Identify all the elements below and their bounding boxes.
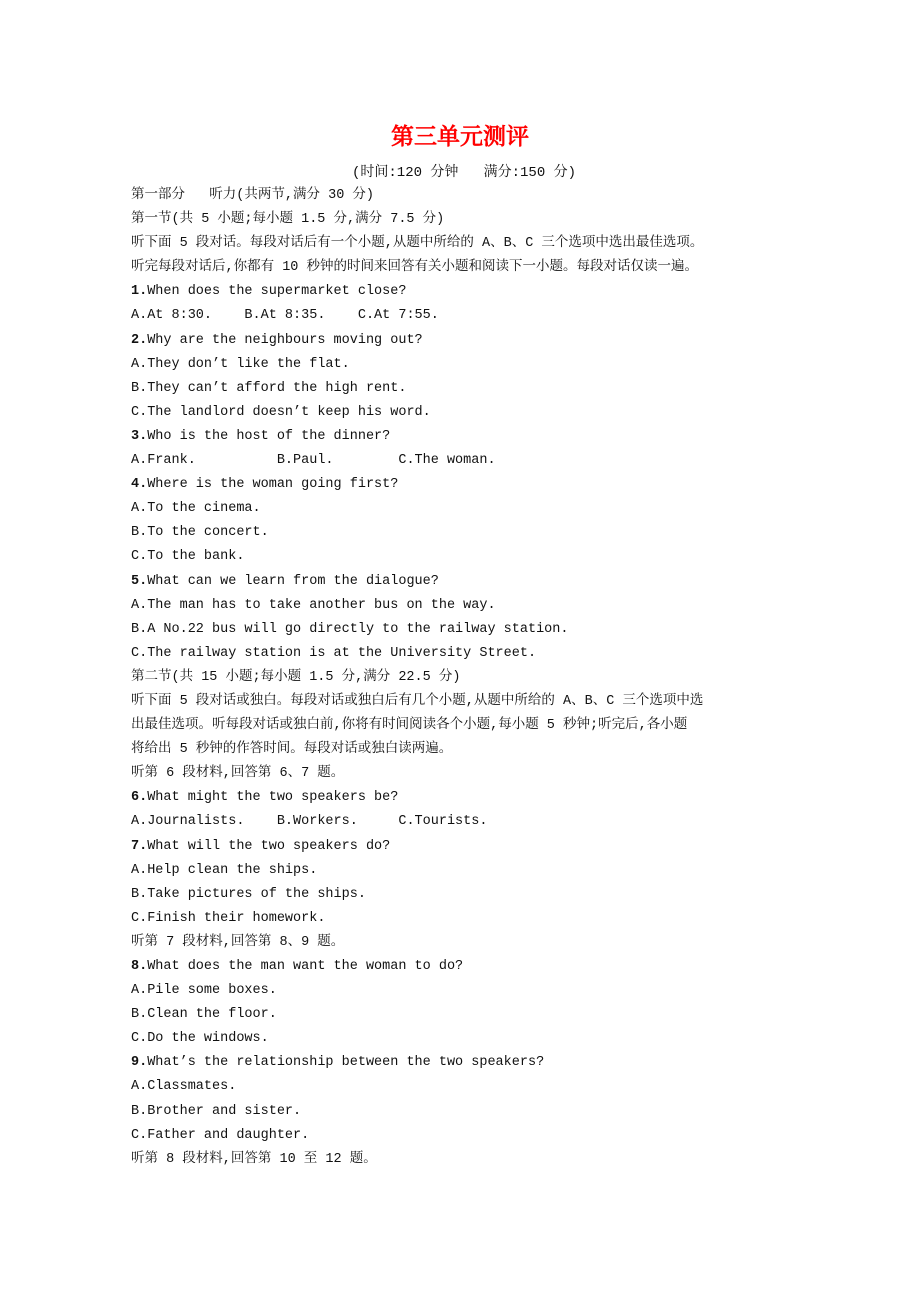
- text-line: [131, 449, 811, 473]
- text-line: [131, 666, 811, 690]
- question-line: [131, 570, 811, 594]
- line-text: What’s the relationship between the two speakers?: [147, 1055, 545, 1071]
- text-line: [131, 1124, 811, 1148]
- text-line: [131, 642, 811, 666]
- text-line: [131, 545, 811, 569]
- page-title: 第三单元测评: [391, 124, 529, 150]
- text-line: [131, 690, 811, 714]
- text-line: [131, 883, 811, 907]
- line-text: What might the two speakers be?: [147, 790, 399, 806]
- question-number: 6.: [131, 790, 148, 806]
- text-line: [131, 810, 811, 834]
- line-text: Who is the host of the dinner?: [147, 428, 391, 444]
- line-text: 听第 7 段材料,回答第 8、9 题。: [131, 934, 345, 950]
- line-text: What will the two speakers do?: [147, 838, 391, 854]
- line-text: C.Do the windows.: [131, 1031, 269, 1047]
- text-line: [131, 859, 811, 883]
- text-line: [131, 256, 811, 280]
- line-text: Why are the neighbours moving out?: [147, 332, 423, 348]
- line-text: Where is the woman going first?: [147, 477, 399, 493]
- line-text: 听第 6 段材料,回答第 6、7 题。: [131, 766, 345, 782]
- line-text: C.The railway station is at the University Street.: [131, 645, 537, 661]
- line-text: A.Help clean the ships.: [131, 862, 318, 878]
- text-line: [131, 1075, 811, 1099]
- line-text: B.Take pictures of the ships.: [131, 886, 366, 902]
- document-body: [131, 184, 811, 1172]
- question-number: 2.: [131, 332, 148, 348]
- text-line: [131, 208, 811, 232]
- question-number: 1.: [131, 284, 148, 300]
- text-line: [131, 1027, 811, 1051]
- question-line: [131, 955, 811, 979]
- text-line: [131, 738, 811, 762]
- line-text: B.Clean the floor.: [131, 1007, 277, 1023]
- line-text: 听第 8 段材料,回答第 10 至 12 题。: [131, 1151, 377, 1167]
- text-line: [131, 931, 811, 955]
- text-line: [131, 1100, 811, 1124]
- question-number: 5.: [131, 573, 148, 589]
- question-line: [131, 473, 811, 497]
- text-line: [131, 762, 811, 786]
- question-number: 7.: [131, 838, 148, 854]
- line-text: A.Journalists. B.Workers. C.Tourists.: [131, 814, 488, 830]
- question-line: [131, 425, 811, 449]
- question-line: [131, 1051, 811, 1075]
- line-text: A.To the cinema.: [131, 501, 261, 517]
- text-line: [131, 521, 811, 545]
- line-text: A.They don’t like the flat.: [131, 356, 350, 372]
- text-line: [131, 353, 811, 377]
- line-text: What can we learn from the dialogue?: [147, 573, 439, 589]
- question-line: [131, 280, 811, 304]
- line-text: 第二节(共 15 小题;每小题 1.5 分,满分 22.5 分): [131, 669, 461, 685]
- line-text: B.They can’t afford the high rent.: [131, 380, 407, 396]
- text-line: [131, 979, 811, 1003]
- line-text: 将给出 5 秒钟的作答时间。每段对话或独白读两遍。: [131, 742, 453, 758]
- text-line: [131, 304, 811, 328]
- line-text: B.Brother and sister.: [131, 1103, 302, 1119]
- text-line: [131, 497, 811, 521]
- text-line: [131, 401, 811, 425]
- line-text: A.Frank. B.Paul. C.The woman.: [131, 453, 496, 469]
- question-line: [131, 329, 811, 353]
- line-text: A.The man has to take another bus on the way.: [131, 597, 496, 613]
- line-text: 听下面 5 段对话或独白。每段对话或独白后有几个小题,从题中所给的 A、B、C 三个选项中选: [131, 693, 704, 709]
- line-text: 听完每段对话后,你都有 10 秒钟的时间来回答有关小题和阅读下一小题。每段对话仅读一遍。: [131, 260, 699, 276]
- question-number: 4.: [131, 477, 148, 493]
- line-text: C.Father and daughter.: [131, 1127, 310, 1143]
- text-line: [131, 907, 811, 931]
- text-line: [131, 618, 811, 642]
- line-text: A.At 8:30. B.At 8:35. C.At 7:55.: [131, 308, 439, 324]
- text-line: [131, 377, 811, 401]
- text-line: [131, 184, 811, 208]
- text-line: [131, 232, 811, 256]
- text-line: [131, 1003, 811, 1027]
- line-text: A.Classmates.: [131, 1079, 237, 1095]
- line-text: B.A No.22 bus will go directly to the railway station.: [131, 621, 569, 637]
- line-text: C.The landlord doesn’t keep his word.: [131, 404, 431, 420]
- question-line: [131, 835, 811, 859]
- line-text: C.To the bank.: [131, 549, 245, 565]
- text-line: [131, 594, 811, 618]
- question-number: 9.: [131, 1055, 148, 1071]
- line-text: 听下面 5 段对话。每段对话后有一个小题,从题中所给的 A、B、C 三个选项中选出最佳选项。: [131, 236, 704, 252]
- text-line: [131, 1148, 811, 1172]
- line-text: C.Finish their homework.: [131, 910, 326, 926]
- line-text: 第一节(共 5 小题;每小题 1.5 分,满分 7.5 分): [131, 212, 445, 228]
- question-line: [131, 786, 811, 810]
- question-number: 3.: [131, 428, 148, 444]
- line-text: A.Pile some boxes.: [131, 983, 277, 999]
- line-text: B.To the concert.: [131, 525, 269, 541]
- question-number: 8.: [131, 959, 148, 974]
- line-text: 第一部分 听力(共两节,满分 30 分): [131, 188, 375, 203]
- line-text: What does the man want the woman to do?: [147, 959, 464, 974]
- text-line: [131, 714, 811, 738]
- line-text: 出最佳选项。听每段对话或独白前,你将有时间阅读各个小题,每小题 5 秒钟;听完后,各小题: [131, 718, 688, 734]
- exam-time-score: (时间:120 分钟 满分:150 分): [352, 165, 577, 181]
- line-text: When does the supermarket close?: [147, 284, 407, 300]
